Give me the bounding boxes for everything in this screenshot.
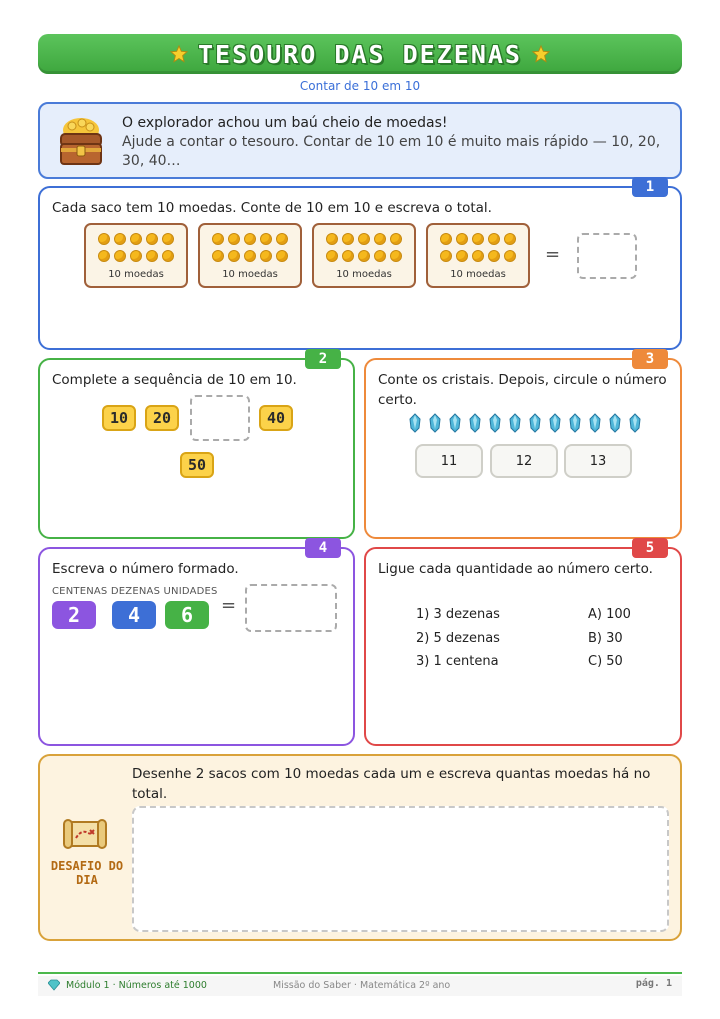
- sequence-tile: 50: [180, 452, 214, 478]
- crystal-icon: [528, 413, 542, 433]
- coin-icon: [98, 250, 110, 262]
- exercise-number-badge: 3: [632, 349, 668, 369]
- coin-icon: [162, 250, 174, 262]
- bag-label: 10 moedas: [108, 269, 164, 280]
- coin-bag: [426, 223, 530, 288]
- exercise-2-card: [38, 351, 355, 539]
- footer-module: Módulo 1 · Números até 1000: [66, 980, 207, 991]
- match-quantity[interactable]: 1) 3 dezenas: [416, 607, 500, 622]
- crystal-icon: [568, 413, 582, 433]
- answer-option[interactable]: 12: [490, 444, 558, 478]
- coin-icon: [440, 250, 452, 262]
- title-banner: [38, 34, 682, 74]
- coin-icon: [358, 250, 370, 262]
- crystal-icon: [588, 413, 602, 433]
- crystal-icon: [408, 413, 422, 433]
- drawing-area[interactable]: [132, 806, 669, 932]
- hundreds-digit: 2: [52, 601, 96, 629]
- sequence-tile: 40: [259, 405, 293, 431]
- coin-icon: [114, 250, 126, 262]
- exercise-number-badge: 1: [632, 177, 668, 197]
- exercise-instruction: Escreva o número formado.: [52, 561, 239, 577]
- exercise-instruction: Conte os cristais. Depois, circule o número certo.: [378, 372, 667, 408]
- crystal-icon: [448, 413, 462, 433]
- exercise-instruction: Ligue cada quantidade ao número certo.: [378, 561, 653, 577]
- coin-icon: [472, 233, 484, 245]
- treasure-map-icon: [62, 816, 108, 852]
- sequence-blank-box[interactable]: [190, 395, 250, 441]
- coin-icon: [260, 250, 272, 262]
- coin-bag: [198, 223, 302, 288]
- coin-icon: [146, 250, 158, 262]
- page-subtitle: Contar de 10 em 10: [299, 79, 421, 93]
- crystal-icon: [608, 413, 622, 433]
- answer-box[interactable]: [577, 233, 637, 279]
- coin-bag: [84, 223, 188, 288]
- intro-box: [38, 102, 682, 179]
- coin-icon: [456, 250, 468, 262]
- coin-bag: [312, 223, 416, 288]
- tens-digit: 4: [112, 601, 156, 629]
- exercise-number-badge: 5: [632, 538, 668, 558]
- coin-icon: [212, 233, 224, 245]
- treasure-chest-icon: [56, 114, 106, 168]
- coin-icon: [358, 233, 370, 245]
- coin-group: [98, 233, 178, 262]
- crystal-icon: [428, 413, 442, 433]
- equals-sign: =: [545, 244, 561, 265]
- answer-option[interactable]: 11: [415, 444, 483, 478]
- challenge-label: DESAFIO DO DIA: [50, 859, 124, 887]
- match-number[interactable]: A) 100: [588, 607, 631, 622]
- footer-divider: [38, 972, 682, 974]
- sequence-tile: 10: [102, 405, 136, 431]
- coin-icon: [260, 233, 272, 245]
- exercise-instruction: Complete a sequência de 10 em 10.: [52, 372, 297, 388]
- answer-option[interactable]: 13: [564, 444, 632, 478]
- coin-icon: [390, 250, 402, 262]
- coin-icon: [146, 233, 158, 245]
- page-number: pág. 1: [635, 978, 672, 989]
- coin-icon: [244, 233, 256, 245]
- coin-icon: [390, 233, 402, 245]
- star-icon: [170, 45, 188, 63]
- answer-box[interactable]: [245, 584, 337, 632]
- daily-challenge-box: [38, 754, 682, 941]
- bag-label: 10 moedas: [222, 269, 278, 280]
- crystal-icon: [508, 413, 522, 433]
- coin-icon: [456, 233, 468, 245]
- exercise-number-badge: 2: [305, 349, 341, 369]
- coin-icon: [276, 250, 288, 262]
- exercise-5-card: [364, 540, 682, 746]
- coin-icon: [342, 250, 354, 262]
- coin-icon: [504, 250, 516, 262]
- coin-group: [212, 233, 292, 262]
- coin-icon: [98, 233, 110, 245]
- bag-label: 10 moedas: [450, 269, 506, 280]
- match-quantity[interactable]: 2) 5 dezenas: [416, 631, 500, 646]
- coin-icon: [276, 233, 288, 245]
- exercise-number-badge: 4: [305, 538, 341, 558]
- coin-icon: [342, 233, 354, 245]
- intro-text: Ajude a contar o tesouro. Contar de 10 em 10 é muito mais rápido — 10, 20, 30, 40…: [122, 134, 661, 169]
- coin-icon: [488, 250, 500, 262]
- equals-sign: =: [221, 595, 237, 616]
- coin-icon: [374, 233, 386, 245]
- coin-icon: [374, 250, 386, 262]
- crystal-icon: [468, 413, 482, 433]
- coin-icon: [228, 250, 240, 262]
- gem-icon: [48, 979, 60, 991]
- challenge-instruction: Desenhe 2 sacos com 10 moedas cada um e escreva quantas moedas há no total.: [132, 766, 651, 802]
- footer: [38, 976, 682, 996]
- coin-icon: [472, 250, 484, 262]
- units-digit: 6: [165, 601, 209, 629]
- coin-icon: [326, 233, 338, 245]
- coin-icon: [162, 233, 174, 245]
- coin-icon: [114, 233, 126, 245]
- exercise-4-card: [38, 540, 355, 746]
- match-number[interactable]: B) 30: [588, 631, 623, 646]
- page-title: TESOURO DAS DEZENAS: [198, 39, 522, 69]
- coin-icon: [440, 233, 452, 245]
- exercise-3-card: [364, 351, 682, 539]
- match-quantity[interactable]: 3) 1 centena: [416, 654, 499, 669]
- place-value-labels: CENTENAS DEZENAS UNIDADES: [52, 586, 218, 597]
- coin-icon: [212, 250, 224, 262]
- coin-icon: [244, 250, 256, 262]
- crystal-icon: [548, 413, 562, 433]
- coin-icon: [130, 233, 142, 245]
- match-number[interactable]: C) 50: [588, 654, 623, 669]
- exercise-instruction: Cada saco tem 10 moedas. Conte de 10 em 10 e escreva o total.: [52, 200, 492, 216]
- crystal-icon: [488, 413, 502, 433]
- star-icon: [532, 45, 550, 63]
- footer-course: Missão do Saber · Matemática 2º ano: [273, 980, 451, 991]
- coin-icon: [130, 250, 142, 262]
- bag-label: 10 moedas: [336, 269, 392, 280]
- exercise-1-card: [38, 179, 682, 350]
- coin-group: [440, 233, 520, 262]
- coin-icon: [488, 233, 500, 245]
- coin-icon: [504, 233, 516, 245]
- sequence-tile: 20: [145, 405, 179, 431]
- intro-heading: O explorador achou um baú cheio de moedas!: [122, 115, 448, 131]
- coin-icon: [228, 233, 240, 245]
- crystal-row: [408, 413, 642, 433]
- crystal-icon: [628, 413, 642, 433]
- coin-group: [326, 233, 406, 262]
- coin-icon: [326, 250, 338, 262]
